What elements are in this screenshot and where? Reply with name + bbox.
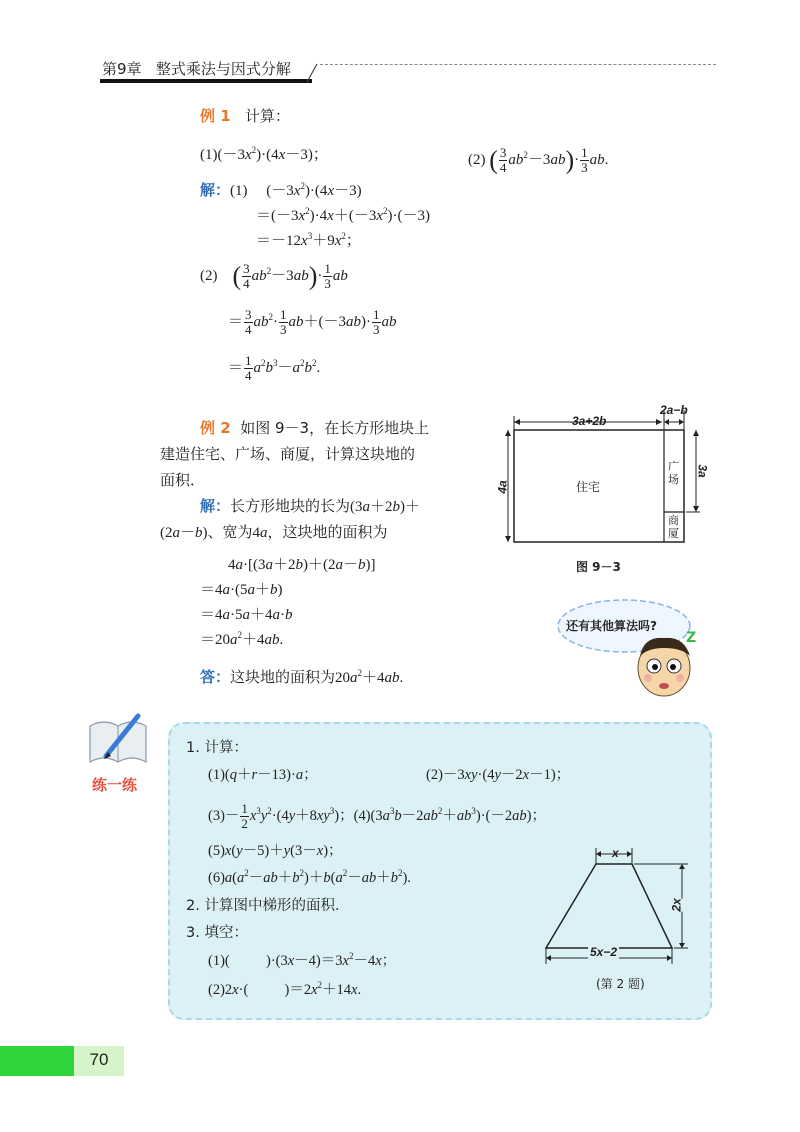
header-dashed-rule [320,64,716,65]
answer-text: 这块地的面积为 [230,668,336,686]
zone-square: 广场 [668,460,679,486]
figure-label-left: 4a [495,480,510,494]
book-pen-icon [84,712,152,774]
example2-text: 如图 9－3，在长方形地块上 [240,419,430,437]
figure-9-3 [500,402,720,552]
solution-text: 、宽为 [207,523,253,541]
solution2-line2: ＝ $\frac{3}{4}$ $ab^2\cdot$ $\frac{1}{3}$ ab＋(－3ab)· $\frac{1}{3}$ ab [228,307,397,338]
page-number: 70 [89,1050,109,1069]
chapter-number: 第9章 [102,60,142,78]
problem-number: (1) [200,147,218,163]
svg-text:Z: Z [686,630,697,646]
example2-solution-line1: 解：长方形地块的长为(3a＋2b)＋ [200,497,421,515]
solution2-line3: ＝ $\frac{1}{4}$ $a^2b^3-a^2b^2$. [228,353,321,384]
practice-q1-2: (2)－3xy·(4y－2x－1)； [426,767,571,783]
figure-label-top: 3a+2b [572,414,607,428]
example2-answer: 答：这块地的面积为$20a^2+4ab$. [200,668,404,686]
example2-text-line3: 面积． [160,471,206,489]
problem-number: (1) [230,183,248,199]
practice-badge-label: 练一练 [92,776,138,794]
problem-number: (2) [200,268,218,284]
practice-q1-3: (3)－ $\frac{1}{2}$ $x^3y^2\cdot(4y+8xy^3)$；$(4)(3a^3b-2ab^2+ab^3)\cdot(-2ab)$； [208,801,546,832]
practice-q1-5: (5)x(y－5)＋y(3－x)； [208,843,343,859]
practice-q2: 2. 计算图中梯形的面积． [186,898,350,914]
practice-q3-1: (1)( )$\cdot(3x-4)=3x^2-4x$； [208,951,397,969]
thought-bubble-text: 还有其他算法吗? [566,619,657,633]
solution1-line2: $=(-3x^2)\cdot 4x+(-3x^2)\cdot(-3)$ [256,206,430,224]
trapezoid-top-label: x [612,846,619,860]
zone-mall: 商厦 [668,514,679,540]
solution1-line3: $=-12x^3+9x^2$； [256,231,361,249]
example2-solution-line2: (2a－b)、宽为4a，这块地的面积为 [160,523,388,541]
solution2-line1: (2) ( $\frac{3}{4}$ $ab^2-3ab)\cdot$ $\frac{1}{3}$ ab [200,261,348,292]
example2-text-line2: 建造住宅、广场、商厦，计算这块地的 [160,445,416,463]
practice-q1-1: (1)(q＋r－13)·a； [208,767,318,783]
figure-label-right: 3a [695,464,710,478]
problem-number: (2) [468,152,486,168]
chapter-title: 整式乘法与因式分解 [155,60,291,78]
solution-text: 长方形地块的长为 [230,497,351,515]
figure-label-corner: 2a−b [660,403,688,417]
header-underline [100,79,312,83]
example1-problem-1: $(1)(-3x^2)\cdot(4x-3)$； [200,145,328,163]
solution-label: 解： [200,497,231,515]
solution-label: 解： [200,181,231,199]
practice-q1: 1. 计算： [186,740,248,756]
practice-q3-2: (2)2x·( )$=2x^2+14x$. [208,980,362,998]
trapezoid-shape [546,864,672,948]
practice-q3: 3. 填空： [186,925,248,941]
example2-calc-line4: $=20a^2+4ab$. [200,630,284,648]
example2-label: 例 2 [200,419,231,437]
practice-q1-6: $(6)a(a^2-ab+b^2)+b(a^2-ab+b^2)$. [208,868,411,886]
example2-calc-line2: ＝4a·(5a＋b) [200,582,283,598]
chapter-header [102,58,291,79]
answer-label: 答： [200,668,231,686]
figure-caption: 图 9－3 [576,560,621,574]
example1-heading [200,106,290,126]
trapezoid-height-label: 2x [669,898,684,912]
example2-calc-line3: ＝4a·5a＋4a·b [200,607,293,623]
example1-task: 计算： [244,107,290,125]
solution-text: ，这块地的面积为 [267,523,388,541]
example2-calc-line1: 4a·[(3a＋2b)＋(2a－b)] [228,557,376,573]
solution1-line1: 解：(1) $(-3x^2)\cdot(4x-3)$ [200,181,362,199]
zone-house: 住宅 [576,480,601,494]
example1-problem-2: (2) ( $\frac{3}{4}$ $ab^2-3ab)\cdot$ $\frac{1}{3}$ ab. [468,145,609,176]
example1-label: 例 1 [200,107,231,125]
practice-figure-caption: (第 2 题) [596,977,645,991]
trapezoid-bottom-label: 5x−2 [590,945,618,959]
example2-text-line1 [200,418,429,438]
thought-bubble [552,590,712,700]
header-slash [306,58,318,84]
